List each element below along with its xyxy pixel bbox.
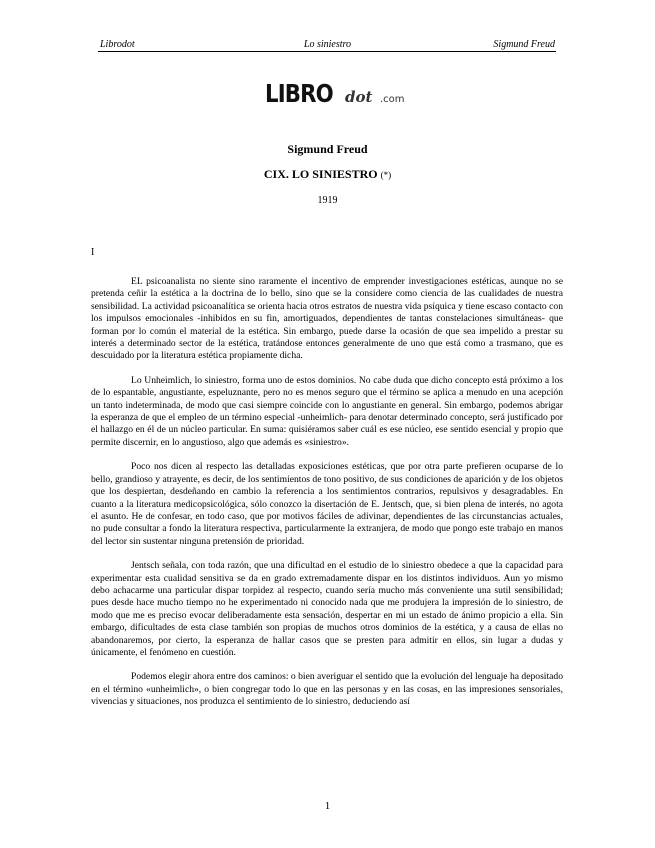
body-paragraph: Poco nos dicen al respecto las detalladas exposiciones estéticas, que por otra parte prefieren ocuparse de lo bello, grandioso y atrayente, es decir, de los sentimientos de tono positivo, de sus condiciones de aparición y de los objetos que los despiertan, desdeñando en cambio la referencia a los sentimientos contrarios, repulsivos y desagradables. En cuanto a la literatura medicopsicológica, sólo conozco la disertación de E. Jentsch, que, si bien plena de interés, no agota el asunto. He de confesar, en todo caso, que por motivos fáciles de adivinar, dependientes de las circunstancias actuales, no pude consultar a fondo la literatura respectiva, particularmente la extranjera, de modo que pongo este trabajo en manos del lector sin sustentar ninguna pretensión de prioridad. [91,461,563,547]
header-author: Sigmund Freud [493,39,555,50]
section-heading: I [91,247,95,258]
header-divider [98,51,556,52]
document-title-text: CIX. LO SINIESTRO [263,167,378,181]
librodot-logo [265,79,405,109]
document-body [91,276,563,721]
document-author: Sigmund Freud [287,142,368,156]
header-site-name: Librodot [100,39,135,50]
header-work-title: Lo siniestro [303,39,352,50]
page-number: 1 [324,800,331,812]
body-paragraph: EL psicoanalista no siente sino raramente el incentivo de emprender investigaciones estéticas, aunque no se pretenda ceñir la estética a la doctrina de lo bello, sino que se la considere como ciencia de las cualidades de nuestra sensibilidad. La actividad psicoanalítica se orienta hacia otros estratos de nuestra vida psíquica y tiene escaso contacto con los impulsos emocionales -inhibidos en su fin, amortiguados, dependientes de tantas constelaciones simultáneas- que forman por lo común el material de la estética. Sin embargo, puede darse la ocasión de que sea impelido a prestar su interés a determinado sector de la estética, tratándose entonces generalmente de uno que está como a trasmano, que es descuidado por la literatura estética propiamente dicha. [91,276,563,362]
body-paragraph: Jentsch señala, con toda razón, que una dificultad en el estudio de lo siniestro obedece a que la capacidad para experimentar esta cualidad sensitiva se da en grado extremadamente dispar en los distintos individuos. Aun yo mismo debo achacarme una particular dispar torpidez al respecto, cuando sería mucho más conveniente una sutil sensibilidad; pues desde hace mucho tiempo no he experimentado ni conocido nada que me produjera la impresión de lo siniestro, de modo que me es preciso evocar deliberadamente esta sensación, despertar en mi un estado de ánimo propicio a ella. Sin embargo, dificultades de esta clase también son propias de muchos otros dominios de la estética, y a causa de ellas no abandonaremos, por cierto, la esperanza de hallar casos que se presten para admitir en ellos, sin lugar a dudas y únicamente, el fenómeno en cuestión. [91,560,563,658]
title-footnote-marker: (*) [380,170,392,180]
body-paragraph: Podemos elegir ahora entre dos caminos: o bien averiguar el sentido que la evolución del lenguaje ha depositado en el término «unheimlich», o bien congregar todo lo que en las personas y en las cosas, en las impresiones sensoriales, vivencias y situaciones, nos produzca el sentimiento de lo siniestro, deduciendo así [91,671,563,708]
logo-com-text: .com [380,94,405,105]
body-paragraph: Lo Unheimlich, lo siniestro, forma uno de estos dominios. No cabe duda que dicho concepto está próximo a los de lo espantable, angustiante, espeluznante, pero no es menos seguro que el término se aplica a menudo en una acepción un tanto indeterminada, de modo que casi siempre coincide con lo angustiante en general. Sin embargo, podemos abrigar la esperanza de que el empleo de un término especial -unheimlich- para denotar determinado concepto, será justificado por el hallazgo en él de un núcleo particular. En suma: quisiéramos saber cuál es ese núcleo, ese sentido esencial y propio que permite discernir, en lo angustioso, algo que además es «siniestro». [91,374,563,448]
document-title [0,167,655,182]
logo-main-text: LIBRO [265,79,333,108]
logo-dot-text: dot [345,88,373,106]
document-year: 1919 [317,195,338,206]
